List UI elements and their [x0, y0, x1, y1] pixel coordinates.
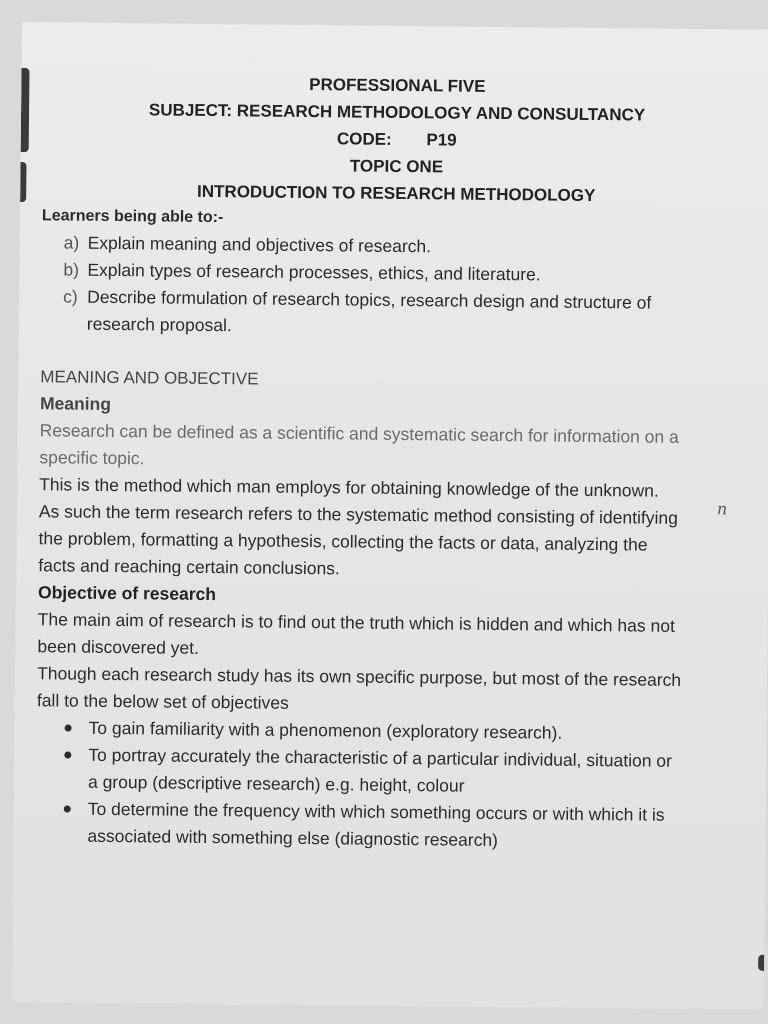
document-title: INTRODUCTION TO RESEARCH METHODOLOGY — [197, 181, 596, 206]
bullet-dot — [65, 724, 72, 731]
objective-item — [63, 283, 692, 344]
subject-line: SUBJECT: RESEARCH METHODOLOGY AND CONSULTANCY — [148, 100, 646, 125]
objective-text: Explain types of research processes, ethics, and literature. — [87, 259, 541, 285]
objective-marker: c) — [63, 286, 78, 307]
meaning-paragraph: As such the term research refers to the systematic method consisting of identifying the problem, formatting a hypothesis, collecting the facts or data, analyzing the facts and reaching certain conclusions. — [38, 501, 678, 579]
objectives-bullets — [35, 714, 686, 856]
bullet-dot — [64, 805, 71, 812]
meaning-paragraph: Research can be defined as a scientific and systematic search for information on a specific topic. — [39, 420, 679, 469]
meaning-heading: Meaning — [39, 393, 112, 414]
objective-marker: a) — [63, 232, 80, 253]
objective-text: Explain meaning and objectives of research. — [87, 232, 432, 257]
learning-objectives — [41, 229, 692, 344]
section-heading: MEANING AND OBJECTIVE — [40, 367, 259, 389]
bullet-item — [63, 795, 686, 856]
bullet-text: To determine the frequency with which something occurs or with which it is associated with something else (diagnostic research) — [87, 798, 665, 851]
bullet-text: To portray accurately the characteristic of a particular individual, situation or a group (descriptive research) e.g. height, colour — [87, 744, 673, 796]
bullet-item — [64, 741, 687, 802]
document-page — [12, 22, 768, 1010]
objective-paragraph: The main aim of research is to find out the truth which is hidden and which has not been discovered yet. — [37, 609, 675, 658]
topic-line: TOPIC ONE — [349, 156, 444, 177]
objective-text: Describe formulation of research topics, research design and structure of research proposal. — [86, 286, 652, 336]
bullet-dot — [64, 751, 71, 758]
document-header — [20, 68, 768, 211]
code-value: P19 — [426, 130, 457, 150]
code-label: CODE: — [336, 129, 392, 149]
document-body — [35, 202, 692, 856]
header-line1: PROFESSIONAL FIVE — [309, 75, 486, 96]
objective-heading: Objective of research — [37, 582, 217, 605]
meaning-paragraph: This is the method which man employs for obtaining knowledge of the unknown. — [39, 474, 659, 501]
objective-marker: b) — [63, 259, 80, 280]
objective-paragraph: Though each research study has its own specific purpose, but most of the research fall to the below set of objectives — [36, 663, 682, 713]
intro-label: Learners being able to:- — [41, 207, 224, 227]
handwritten-margin-note: n — [716, 499, 728, 519]
bullet-text: To gain familiarity with a phenomenon (exploratory research). — [88, 717, 563, 743]
binding-mark — [758, 955, 764, 971]
